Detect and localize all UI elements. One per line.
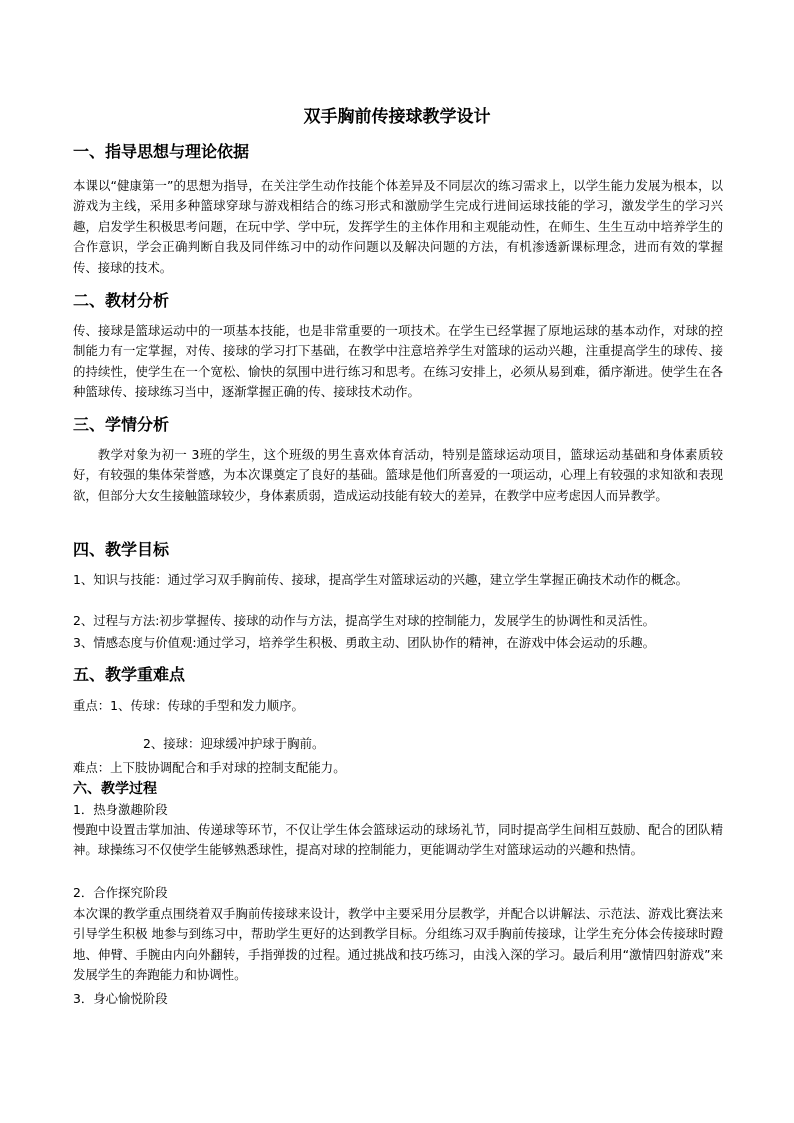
section-1-body: 本课以“健康第一”的思想为指导，在关注学生动作技能个体差异及不同层次的练习需求上，以学生能力发展为根本，以游戏为主线，采用多种篮球穿球与游戏相结合的练习形式和激励学生完成行进间运球技能的学习，激发学生的学习兴趣，启发学生积极思考问题，在玩中学、学中玩，发挥学生的主体作用和主观能动性，在师生、生生互动中培养学生的合作意识，学会正确判断自我及同伴练习中的动作问题以及解决问题的方法，有机渗透新课标理念，进而有效的掌握传、接球的技术。 [73,178,723,275]
section-1-heading: 一、指导思想与理论依据 [73,142,250,161]
section-6-heading: 六、教学过程 [73,781,157,797]
document-title: 双手胸前传接球教学设计 [303,107,491,127]
objective-item-3: 3、情感态度与价值观:通过学习，培养学生积极、勇敢主动、团队协作的精神，在游戏中体会运动的乐趣。 [73,635,656,650]
section-5-heading: 五、教学重难点 [73,665,186,684]
stage-3-title: 3．身心愉悦阶段 [73,991,168,1006]
section-3-body: 教学对象为初一 3班的学生，这个班级的男生喜欢体育活动，特别是篮球运动项目，篮球运动基础和身体素质较好，有较强的集体荣誉感，为本次课奠定了良好的基础。篮球是他们所喜爱的一项运动，心理上有较强的求知欲和表现欲，但部分大女生接触篮球较少，身体素质弱，造成运动技能有较大的差异，在教学中应考虑因人而异教学。 [73,447,723,503]
difficulty-point: 难点：上下肢协调配合和手对球的控制支配能力。 [73,760,346,775]
section-2-heading: 二、教材分析 [73,291,170,310]
stage-1-body: 慢跑中设置击掌加油、传递球等环节，不仅让学生体会篮球运动的球场礼节，同时提高学生间相互鼓励、配合的团队精神。球操练习不仅使学生能够熟悉球性，提高对球的控制能力，更能调动学生对篮球运动的兴趣和热情。 [73,822,723,858]
key-point-2: 2、接球：迎球缓冲护球于胸前。 [143,736,325,751]
objective-item-2: 2、过程与方法:初步掌握传、接球的动作与方法，提高学生对球的控制能力，发展学生的协调性和灵活性。 [73,613,656,628]
section-4-heading: 四、教学目标 [73,540,170,559]
objective-item-1: 1、知识与技能：通过学习双手胸前传、接球，提高学生对篮球运动的兴趣，建立学生掌握正确技术动作的概念。 [73,572,689,587]
section-3-heading: 三、学情分析 [73,415,170,434]
stage-2-body: 本次课的教学重点围绕着双手胸前传接球来设计，教学中主要采用分层教学，并配合以讲解法、示范法、游戏比赛法来引导学生积极 地参与到练习中，帮助学生更好的达到教学目标。分组练习双手胸前传接球，让学生充分体会传接球时蹬地、伸臂、手腕由内向外翻转，手指弹拨的过程。通过挑战和技巧练习，由浅入深的学习。最后利用“激情四射游戏”来发展学生的奔跑能力和协调性。 [73,906,723,983]
stage-2-title: 2．合作探究阶段 [73,885,168,900]
section-2-body: 传、接球是篮球运动中的一项基本技能，也是非常重要的一项技术。在学生已经掌握了原地运球的基本动作，对球的控制能力有一定掌握，对传、接球的学习打下基础，在教学中注意培养学生对篮球的运动兴趣，注重提高学生的球传、接的持续性，使学生在一个宽松、愉快的氛围中进行练习和思考。在练习安排上，必须从易到难，循序渐进。使学生在各种篮球传、接球练习当中，逐渐掌握正确的传、接球技术动作。 [73,323,723,400]
key-point-1: 重点：1、传球：传球的手型和发力顺序。 [73,698,304,713]
stage-1-title: 1．热身激趣阶段 [73,802,168,817]
